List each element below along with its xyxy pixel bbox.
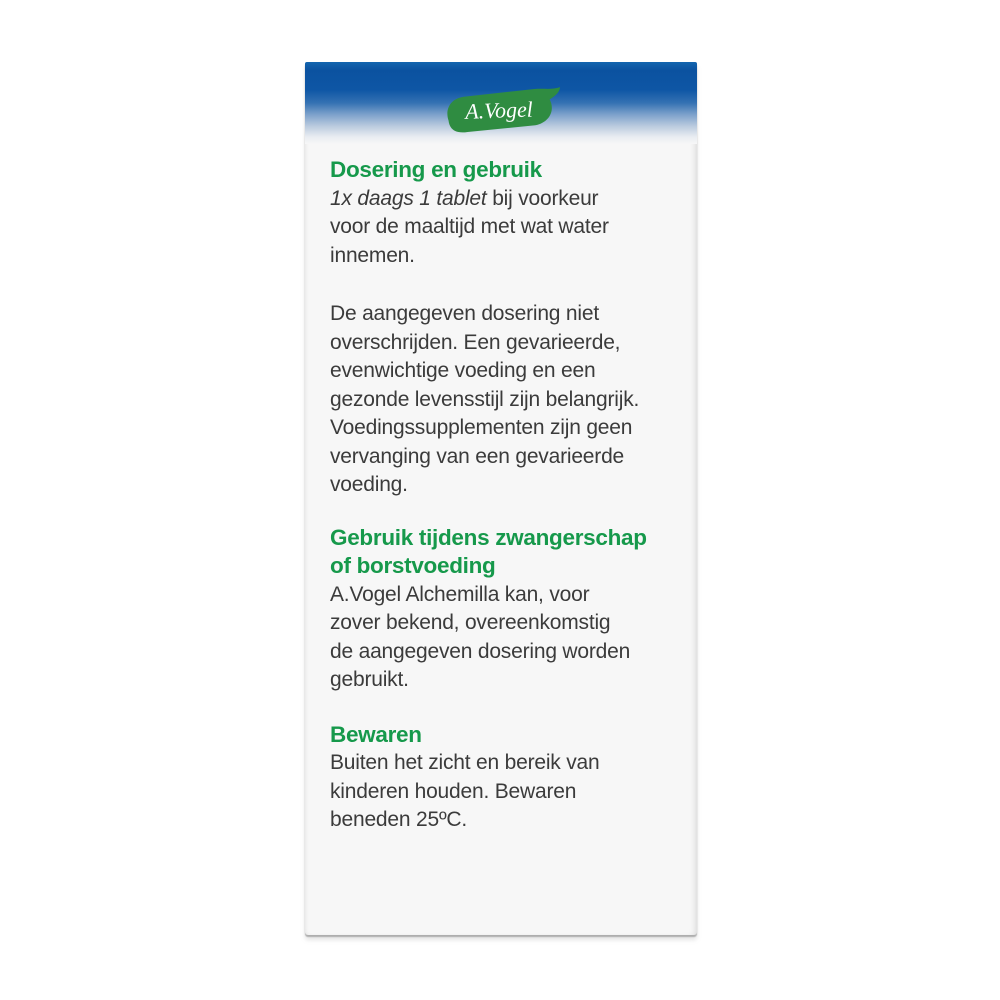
section-zwangerschap xyxy=(330,524,685,695)
body-line: voeding. xyxy=(330,473,408,496)
logo-leaf-banner xyxy=(439,86,563,136)
body-line: evenwichtige voeding en een xyxy=(330,359,596,382)
section-heading: Gebruik tijdens zwangerschap xyxy=(330,524,647,550)
section-body xyxy=(330,581,685,695)
section-dosering xyxy=(330,156,685,270)
dosage-rest: bij voorkeur xyxy=(486,186,599,210)
body-line: gebruikt. xyxy=(330,668,409,691)
body-line: voor de maaltijd met wat water xyxy=(330,215,609,238)
body-line: de aangegeven dosering worden xyxy=(330,639,631,663)
packaging-panel xyxy=(305,62,697,935)
logo-text: A.Vogel xyxy=(464,96,534,124)
body-line: A.Vogel Alchemilla kan, voor xyxy=(330,582,590,606)
body-line: beneden 25ºC. xyxy=(330,808,468,831)
body-line: kinderen houden. Bewaren xyxy=(330,779,577,803)
dosage-italic: 1x daags 1 tablet xyxy=(330,186,487,210)
section-heading: Bewaren xyxy=(330,721,422,747)
body-line: overschrijden. Een gevarieerde, xyxy=(330,330,621,354)
body-line: zover bekend, overeenkomstig xyxy=(330,611,611,634)
section-body xyxy=(330,185,685,271)
body-line: Buiten het zicht en bereik van xyxy=(330,751,600,774)
panel-text xyxy=(330,156,685,835)
section-heading: Dosering en gebruik xyxy=(330,157,542,182)
body-line: innemen. xyxy=(330,243,415,267)
section-heading: of borstvoeding xyxy=(330,553,496,578)
section-bewaren xyxy=(330,721,685,835)
body-line: De aangegeven dosering niet xyxy=(330,302,599,325)
section-body xyxy=(330,749,685,835)
body-line: Voedingssupplementen zijn geen xyxy=(330,416,633,439)
body-line: gezonde levensstijl zijn belangrijk. xyxy=(330,387,640,411)
section-advies xyxy=(330,300,685,500)
avogel-logo xyxy=(439,86,563,136)
section-body xyxy=(330,300,685,500)
body-line: vervanging van een gevarieerde xyxy=(330,444,625,468)
body-line xyxy=(330,185,685,214)
